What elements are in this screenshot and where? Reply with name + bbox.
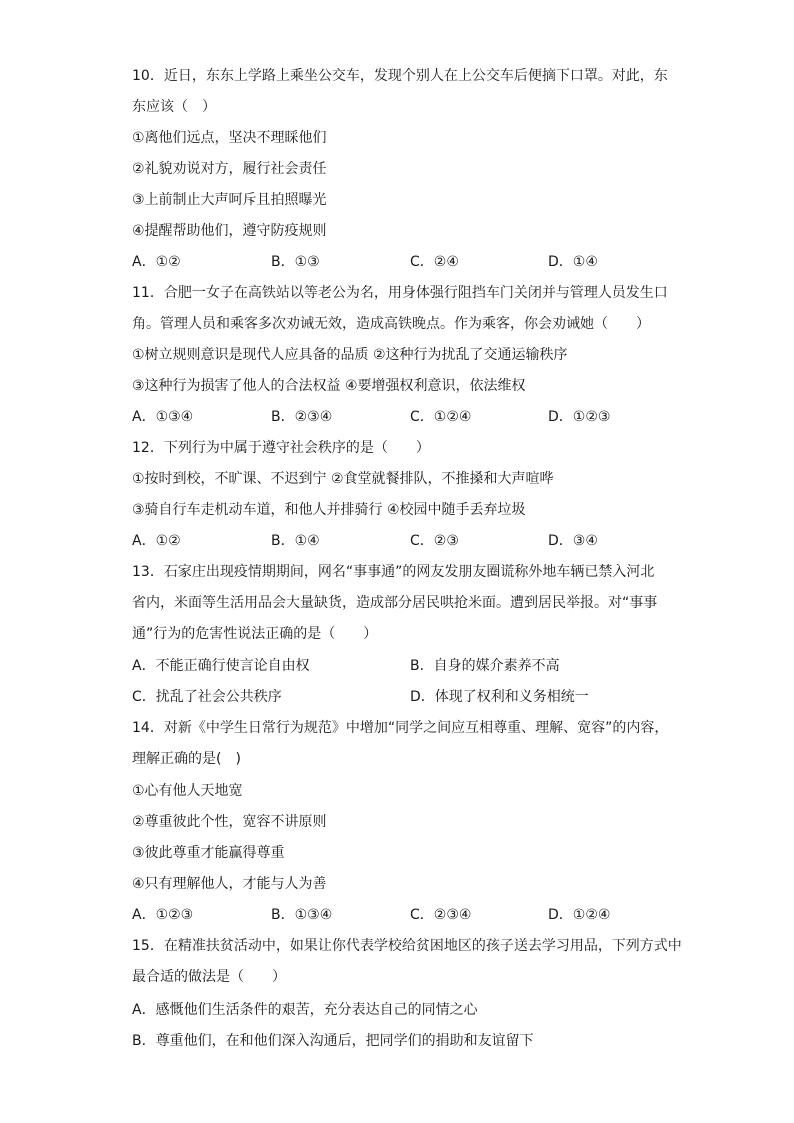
q15-stem-line2: 最合适的做法是（ ）: [132, 969, 286, 985]
q12-option-a: A．①②: [132, 533, 181, 549]
q10-option-c: C．②④: [410, 254, 459, 270]
q10-statement-1: ①离他们远点，坚决不理睬他们: [132, 130, 327, 146]
q13-option-c: C．扰乱了社会公共秩序: [132, 689, 282, 705]
q11-option-d: D．①②③: [548, 409, 611, 425]
q12-stem: 12．下列行为中属于遵守社会秩序的是（ ）: [132, 440, 430, 456]
q10-stem-line2: 东应该（ ）: [132, 99, 216, 115]
q14-option-a: A．①②③: [132, 907, 194, 923]
q12-option-d: D．③④: [548, 533, 598, 549]
q14-option-c: C．②③④: [410, 907, 472, 923]
q15-stem-line1: 15．在精准扶贫活动中，如果让你代表学校给贫困地区的孩子送去学习用品，下列方式中: [132, 938, 682, 954]
q14-option-d: D．①②④: [548, 907, 611, 923]
q11-option-b: B．②③④: [271, 409, 333, 425]
q14-statement-4: ④只有理解他人，才能与人为善: [132, 876, 327, 892]
q13-stem-line2: 省内，米面等生活用品会大量缺货，造成部分居民哄抢米面。遭到居民举报。对“事事: [132, 595, 658, 611]
q10-stem-line1: 10．近日，东东上学路上乘坐公交车，发现个别人在上公交车后便摘下口罩。对此，东: [132, 68, 668, 84]
q13-option-a: A．不能正确行使言论自由权: [132, 658, 310, 674]
q13-option-b: B．自身的媒介素养不高: [410, 658, 560, 674]
q11-statements-3-4: ③这种行为损害了他人的合法权益 ④要增强权利意识，依法维权: [132, 378, 526, 394]
q11-stem-line1: 11．合肥一女子在高铁站以等老公为名，用身体强行阻挡车门关闭并与管理人员发生口: [132, 285, 668, 301]
q14-stem-line2: 理解正确的是( ): [132, 751, 241, 767]
q13-option-d: D．体现了权利和义务相统一: [410, 689, 589, 705]
q13-stem-line1: 13．石家庄出现疫情期期间，网名“事事通”的网友发朋友圈谎称外地车辆已禁入河北: [132, 564, 655, 580]
q11-option-c: C．①②④: [410, 409, 472, 425]
q10-statement-3: ③上前制止大声呵斥且拍照曝光: [132, 192, 327, 208]
q13-stem-line3: 通”行为的危害性说法正确的是（ ）: [132, 626, 378, 642]
q14-stem-line1: 14．对新《中学生日常行为规范》中增加“同学之间应互相尊重、理解、宽容”的内容，: [132, 720, 669, 736]
q14-option-b: B．①③④: [271, 907, 333, 923]
q10-statement-4: ④提醒帮助他们，遵守防疫规则: [132, 223, 327, 239]
q12-option-b: B．①④: [271, 533, 320, 549]
q12-statements-1-2: ①按时到校，不旷课、不迟到宁 ②食堂就餐排队，不推搡和大声喧哗: [132, 471, 554, 487]
q10-option-a: A．①②: [132, 254, 181, 270]
q11-option-a: A．①③④: [132, 409, 194, 425]
q15-option-a: A．感慨他们生活条件的艰苦，充分表达自己的同情之心: [132, 1002, 478, 1018]
q10-option-b: B．①③: [271, 254, 320, 270]
q12-statements-3-4: ③骑自行车走机动车道，和他人并排骑行 ④校园中随手丢弃垃圾: [132, 502, 526, 518]
q14-statement-3: ③彼此尊重才能赢得尊重: [132, 845, 285, 861]
q11-statements-1-2: ①树立规则意识是现代人应具备的品质 ②这种行为扰乱了交通运输秩序: [132, 347, 568, 363]
q14-statement-1: ①心有他人天地宽: [132, 783, 243, 799]
q11-stem-line2: 角。管理人员和乘客多次劝诫无效，造成高铁晚点。作为乘客，你会劝诫她（ ）: [132, 316, 650, 332]
q10-statement-2: ②礼貌劝说对方，履行社会责任: [132, 161, 327, 177]
q15-option-b: B．尊重他们，在和他们深入沟通后，把同学们的捐助和友谊留下: [132, 1033, 534, 1049]
q12-option-c: C．②③: [410, 533, 459, 549]
q14-statement-2: ②尊重彼此个性，宽容不讲原则: [132, 814, 327, 830]
q10-option-d: D．①④: [548, 254, 598, 270]
